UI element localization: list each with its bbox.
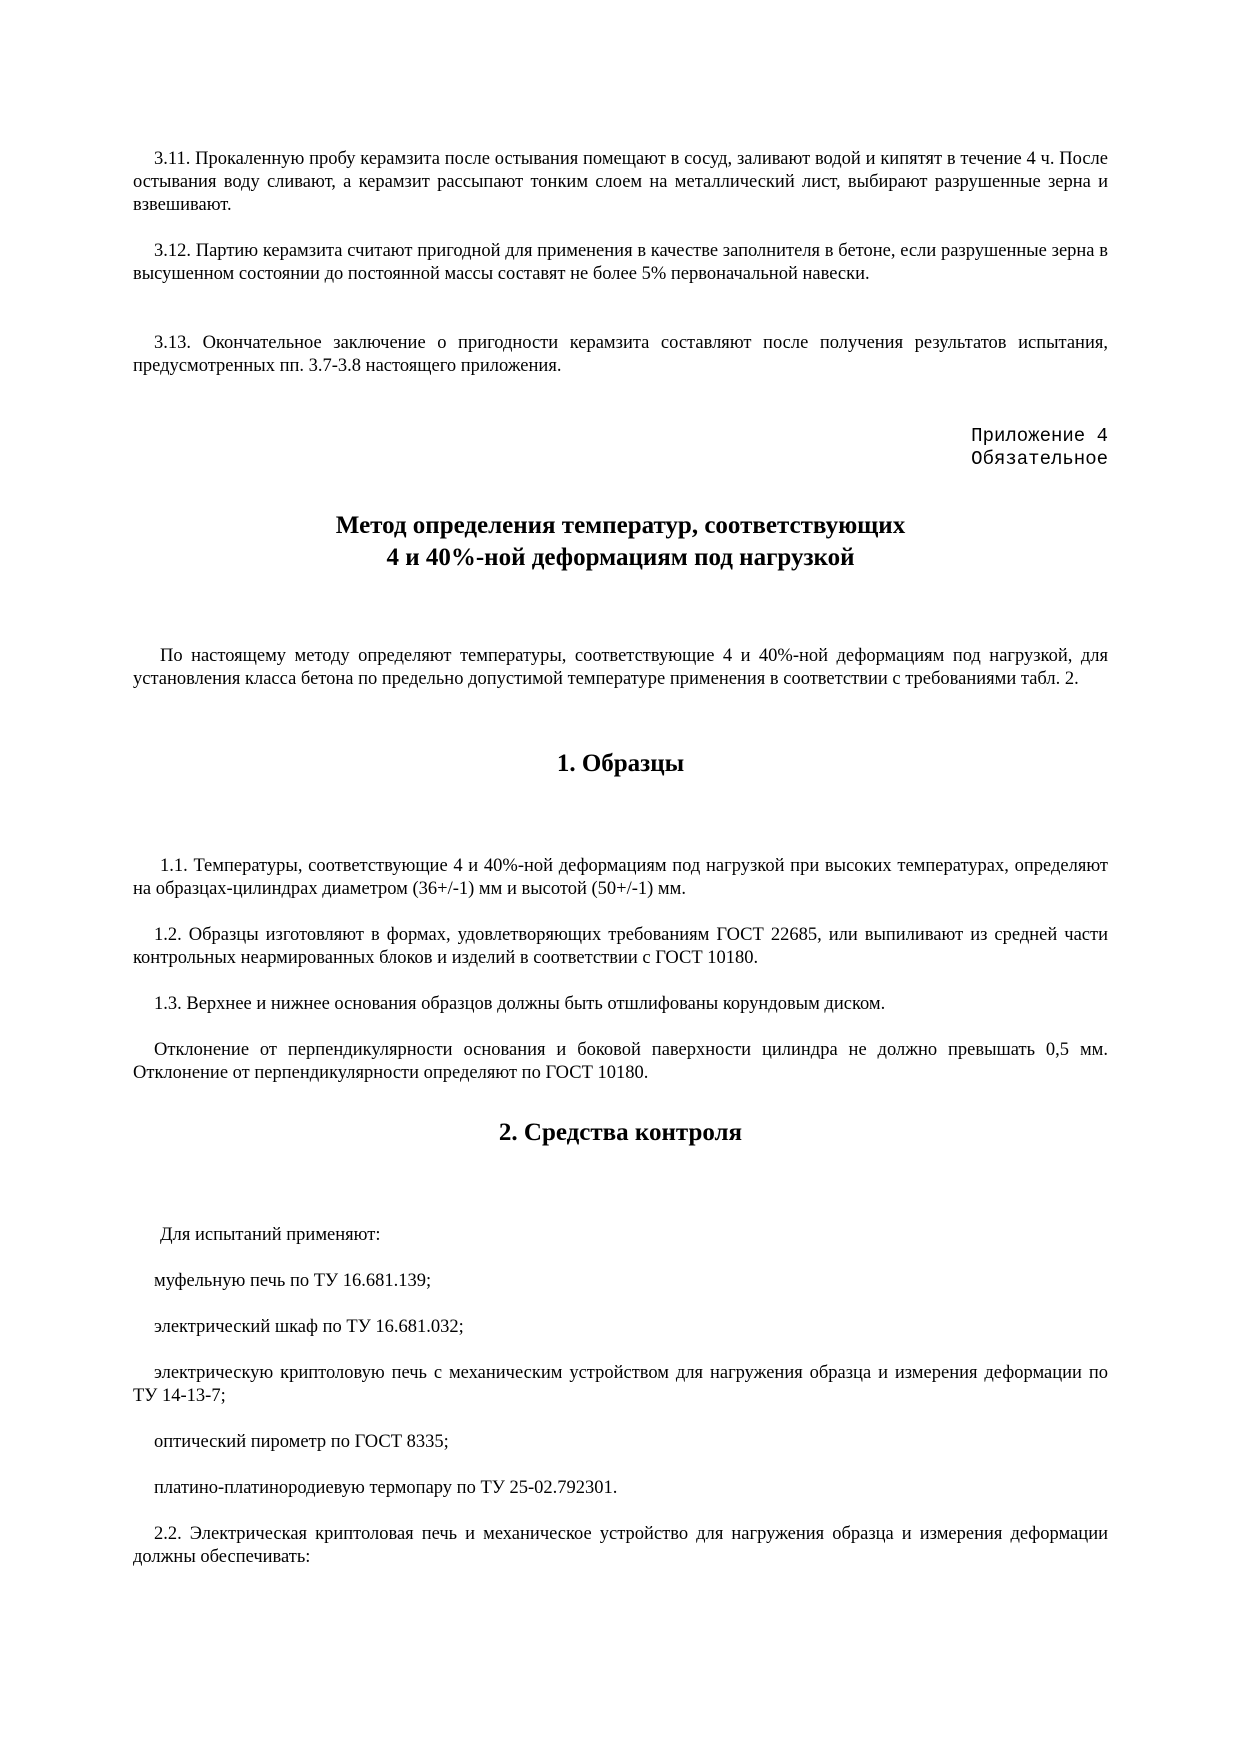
intro-paragraph: По настоящему методу определяют температуры, соответствующие 4 и 40%-ной деформациям под нагрузкой, для установления класса бетона по предельно допустимой температуре применения в соответствии с требованиями табл. 2. [133, 646, 1108, 689]
equipment-item-thermocouple: платино-платинородиевую термопару по ТУ 25-02.792301. [154, 1478, 618, 1498]
section-2-heading: 2. Средства контроля [498, 1119, 743, 1146]
equipment-item-muffle-furnace: муфельную печь по ТУ 16.681.139; [154, 1271, 432, 1291]
paragraph-1-2: 1.2. Образцы изготовляют в формах, удовлетворяющих требованиям ГОСТ 22685, или выпиливают из средней части контрольных неармированных блоков и изделий в соответствии с ГОСТ 10180. [133, 925, 1108, 968]
paragraph-3-12: 3.12. Партию керамзита считают пригодной для применения в качестве заполнителя в бетоне, если разрушенные зерна в высушенном состоянии до постоянной массы составят не более 5% первоначальной навески. [133, 241, 1108, 284]
section-1-heading: 1. Образцы [556, 750, 685, 777]
equipment-intro: Для испытаний применяют: [160, 1225, 381, 1245]
document-title-line-1: Метод определения температур, соответствующих [335, 512, 906, 539]
appendix-label-block [971, 425, 1108, 471]
paragraph-3-13: 3.13. Окончательное заключение о пригодности керамзита составляют после получения результатов испытания, предусмотренных пп. 3.7-3.8 настоящего приложения. [133, 333, 1108, 376]
paragraph-2-2: 2.2. Электрическая криптоловая печь и механическое устройство для нагружения образца и измерения деформации должны обеспечивать: [133, 1524, 1108, 1567]
appendix-status: Обязательное [971, 448, 1108, 470]
paragraph-1-3: 1.3. Верхнее и нижнее основания образцов должны быть отшлифованы корундовым диском. [154, 994, 886, 1014]
equipment-item-electric-cabinet: электрический шкаф по ТУ 16.681.032; [154, 1317, 464, 1337]
document-title [133, 510, 1108, 574]
appendix-number: Приложение 4 [971, 425, 1108, 447]
paragraph-1-3-deviation: Отклонение от перпендикулярности основания и боковой паверхности цилиндра не должно превышать 0,5 мм. Отклонение от перпендикулярности определяют по ГОСТ 10180. [133, 1040, 1108, 1083]
paragraph-3-11: 3.11. Прокаленную пробу керамзита после остывания помещают в сосуд, заливают водой и кипятят в течение 4 ч. После остывания воду сливают, а керамзит рассыпают тонким слоем на металлический лист, выбирают разрушенные зерна и взвешивают. [133, 149, 1108, 215]
equipment-item-optical-pyrometer: оптический пирометр по ГОСТ 8335; [154, 1432, 449, 1452]
document-title-line-2: 4 и 40%-ной деформациям под нагрузкой [386, 544, 855, 571]
equipment-item-kryptol-furnace: электрическую криптоловую печь с механическим устройством для нагружения образца и измерения деформации по ТУ 14-13-7; [133, 1363, 1108, 1406]
paragraph-1-1: 1.1. Температуры, соответствующие 4 и 40%-ной деформациям под нагрузкой при высоких температурах, определяют на образцах-цилиндрах диаметром (36+/-1) мм и высотой (50+/-1) мм. [133, 856, 1108, 899]
